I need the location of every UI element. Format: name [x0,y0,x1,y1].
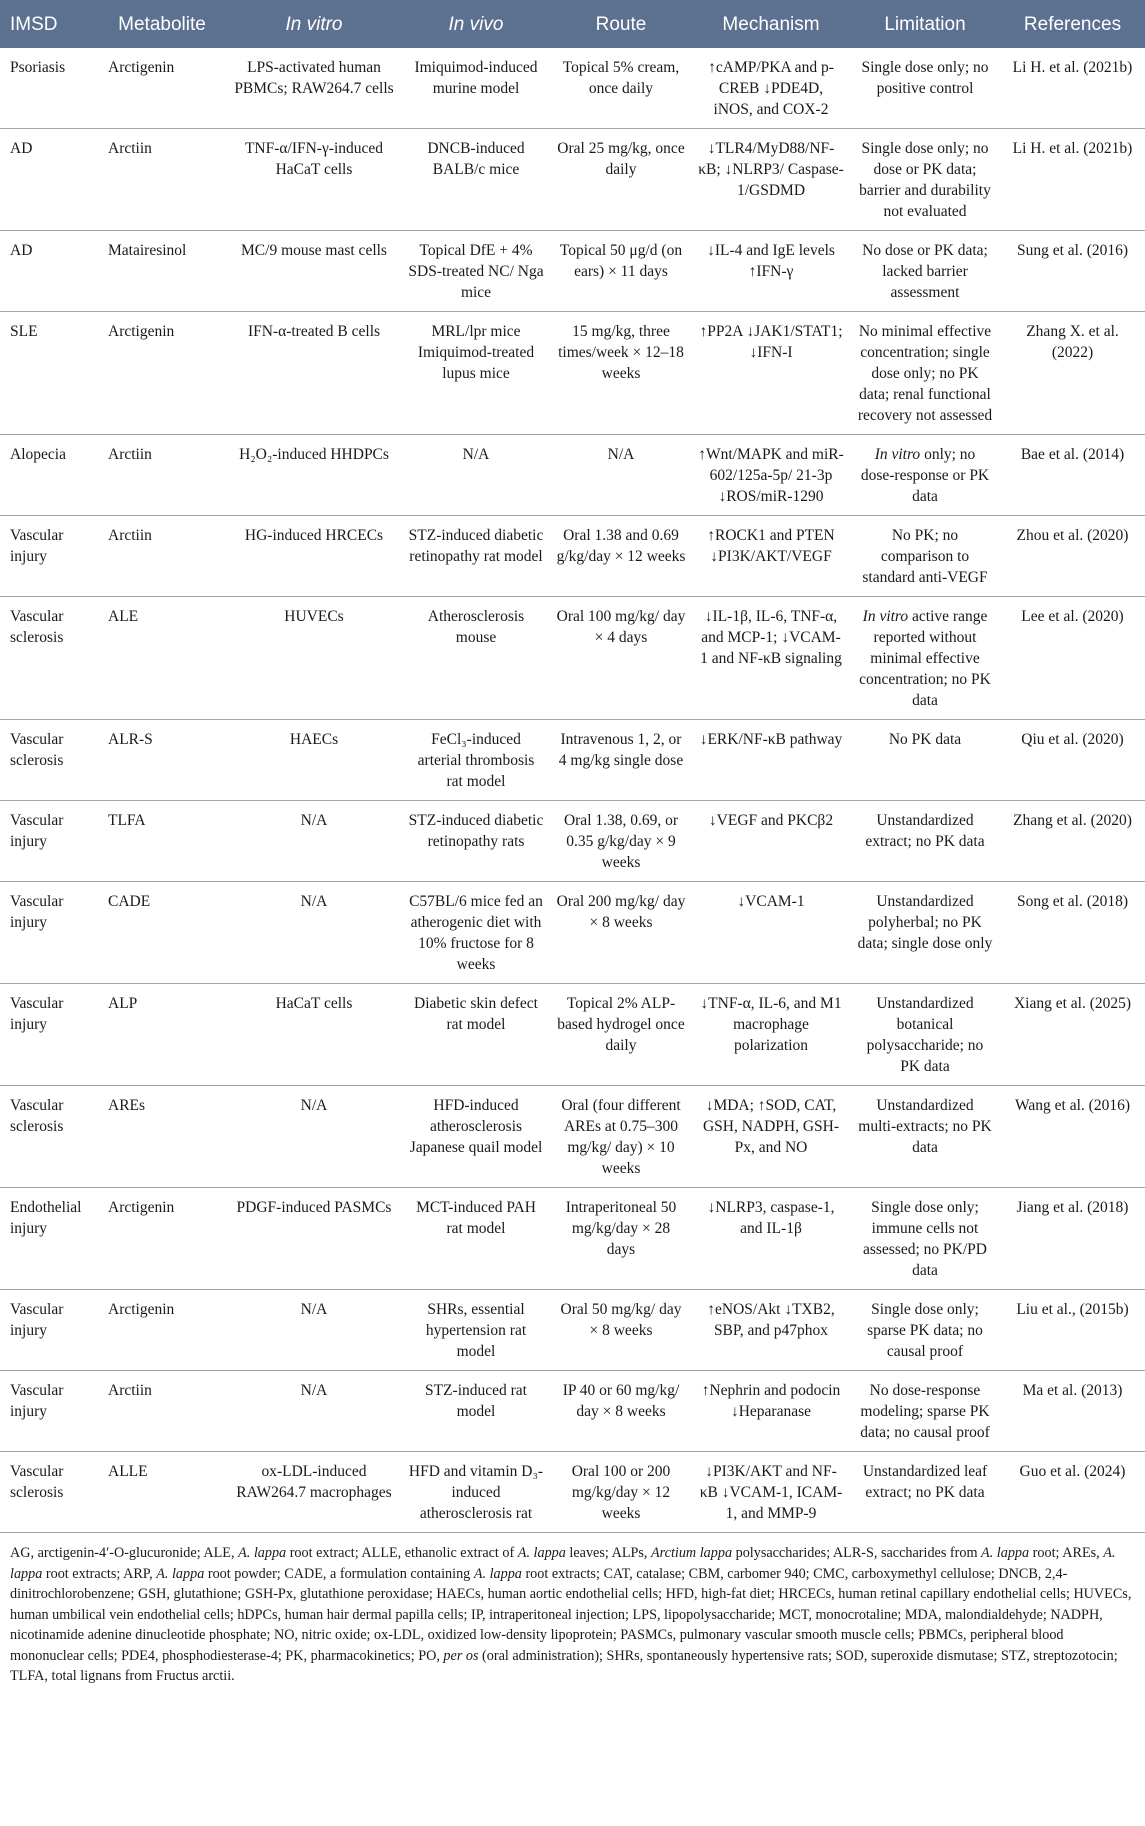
cell-limitation: No minimal effective concentration; single dose only; no PK data; renal functional recovery not assessed [857,323,993,424]
cell-metabolite: ALR-S [108,731,153,748]
cell-route: Oral 50 mg/kg/ day × 8 weeks [560,1301,682,1339]
cell-imsd: Vascular sclerosis [10,731,64,769]
cell-references[interactable]: Xiang et al. (2025) [1013,995,1132,1012]
cell-in-vivo: STZ-induced rat model [424,1382,527,1420]
cell-limitation: Single dose only; no dose or PK data; barrier and durability not evaluated [859,140,991,220]
cell-route: Oral 200 mg/kg/ day × 8 weeks [556,893,686,931]
cell-route: Topical 5% cream, once daily [562,59,680,97]
cell-mechanism: ↓TNF-α, IL-6, and M1 macrophage polarization [700,995,842,1054]
table-row [0,882,1145,984]
table-row [0,312,1145,435]
cell-metabolite: Arctiin [108,527,152,544]
cell-in-vivo: C57BL/6 mice fed an atherogenic diet with 10% fructose for 8 weeks [409,893,543,973]
cell-in-vitro: HAECs [289,731,339,748]
cell-limitation-italic: In vitro [862,608,909,625]
cell-route: Topical 50 μg/d (on ears) × 11 days [559,242,683,280]
cell-in-vivo: STZ-induced diabetic retinopathy rat model [408,527,544,565]
cell-references[interactable]: Bae et al. (2014) [1020,446,1125,463]
table-row [0,435,1145,516]
footnote-segment: AG, arctigenin-4′-O-glucuronide; ALE, [10,1545,239,1561]
footnote-segment: A. lappa [238,1545,287,1561]
cell-in-vitro: N/A [300,812,328,829]
table-row [0,231,1145,312]
cell-imsd: Vascular injury [10,1382,64,1420]
footnote-segment: (oral administration); SHRs, spontaneously hypertensive rats; SOD, superoxide dismutase; STZ, streptozotocin; TLFA, total lignans from Fructus arctii. [10,1647,1118,1684]
header-metabolite: Metabolite [98,0,226,48]
cell-mechanism: ↓ERK/NF-κB pathway [699,731,843,748]
cell-imsd: Vascular sclerosis [10,608,64,646]
cell-imsd: Vascular injury [10,1301,64,1339]
cell-mechanism: ↓TLR4/MyD88/NF-κB; ↓NLRP3/ Caspase-1/GSDMD [698,140,844,199]
cell-references[interactable]: Wang et al. (2016) [1015,1097,1130,1114]
cell-in-vivo: FeCl₃-induced arterial thrombosis rat model [417,731,535,790]
cell-route: Oral 100 mg/kg/ day × 4 days [556,608,686,646]
cell-imsd: Alopecia [10,446,66,463]
cell-metabolite: Arctigenin [108,323,175,340]
cell-in-vitro: N/A [300,1301,328,1318]
header-in-vitro: In vitro [226,0,402,48]
cell-limitation: Unstandardized botanical polysaccharide; no PK data [866,995,984,1075]
cell-limitation: Single dose only; no positive control [861,59,989,97]
footnote-segment: A. lappa [10,1545,1116,1582]
cell-metabolite: ALLE [108,1463,148,1480]
footnote-segment: root extracts; ARP, [42,1565,157,1582]
cell-metabolite: Matairesinol [108,242,187,259]
cell-references[interactable]: Ma et al. (2013) [1022,1382,1123,1399]
cell-in-vitro: IFN-α-treated B cells [247,323,381,340]
cell-in-vitro: N/A [300,1097,328,1114]
cell-limitation: No PK data [888,731,962,748]
header-references: References [1000,0,1145,48]
header-in-vivo: In vivo [402,0,550,48]
cell-references[interactable]: Li H. et al. (2021b) [1012,59,1133,76]
cell-references[interactable]: Li H. et al. (2021b) [1012,140,1133,157]
cell-references[interactable]: Lee et al. (2020) [1021,608,1124,625]
cell-in-vivo: Diabetic skin defect rat model [414,995,538,1033]
cell-metabolite: TLFA [108,812,146,829]
footnote-segment: A. lappa [156,1565,205,1582]
cell-references[interactable]: Jiang et al. (2018) [1016,1199,1129,1216]
cell-references[interactable]: Zhou et al. (2020) [1016,527,1129,544]
cell-in-vitro: HaCaT cells [275,995,353,1012]
cell-limitation-text: active range reported without minimal effective concentration; no PK data [859,608,991,709]
cell-route: 15 mg/kg, three times/week × 12–18 weeks [558,323,684,382]
cell-imsd: SLE [10,323,38,340]
header-row [0,0,1145,48]
table-row [0,129,1145,231]
cell-in-vitro: HUVECs [284,608,344,625]
header-mechanism: Mechanism [692,0,850,48]
cell-route: Topical 2% ALP-based hydrogel once daily [557,995,685,1054]
cell-in-vitro: TNF-α/IFN-γ-induced HaCaT cells [244,140,384,178]
cell-in-vitro: ox-LDL-induced RAW264.7 macrophages [236,1463,392,1501]
cell-imsd: Psoriasis [10,59,66,76]
table-row [0,1188,1145,1290]
footnote-segment: A. lappa [473,1565,522,1582]
cell-in-vivo: Atherosclerosis mouse [427,608,525,646]
table-row [0,597,1145,720]
footnote-segment: A. lappa [981,1545,1030,1561]
table-body [0,48,1145,1533]
cell-in-vitro: HG-induced HRCECs [244,527,384,544]
header-limitation: Limitation [850,0,1000,48]
cell-in-vivo: HFD-induced atherosclerosis Japanese quail model [409,1097,543,1156]
table-row [0,984,1145,1086]
cell-metabolite: Arctiin [108,1382,152,1399]
cell-route: N/A [607,446,635,463]
cell-limitation [850,597,1000,720]
cell-limitation: Single dose only; immune cells not assessed; no PK/PD data [862,1199,987,1279]
cell-in-vitro: N/A [300,893,328,910]
cell-imsd: Vascular injury [10,893,64,931]
cell-imsd: Vascular injury [10,527,64,565]
cell-in-vitro: MC/9 mouse mast cells [241,242,387,259]
cell-route: Oral 1.38, 0.69, or 0.35 g/kg/day × 9 weeks [563,812,679,871]
cell-imsd: Vascular injury [10,995,64,1033]
table-row [0,48,1145,129]
cell-mechanism: ↓MDA; ↑SOD, CAT, GSH, NADPH, GSH-Px, and NO [702,1097,840,1156]
cell-imsd: Vascular injury [10,812,64,850]
cell-route: Intraperitoneal 50 mg/kg/day × 28 days [565,1199,677,1258]
cell-in-vivo: STZ-induced diabetic retinopathy rats [408,812,544,850]
cell-in-vivo: MRL/lpr mice Imiquimod-treated lupus mice [417,323,535,382]
cell-route: Intravenous 1, 2, or 4 mg/kg single dose [558,731,684,769]
cell-limitation: Unstandardized extract; no PK data [865,812,985,850]
cell-metabolite: ALP [108,995,138,1012]
cell-references[interactable]: Liu et al., (2015b) [1016,1301,1129,1318]
table-footnote [0,1533,1145,1687]
cell-limitation: No dose-response modeling; sparse PK data; no causal proof [860,1382,990,1441]
cell-in-vivo: HFD and vitamin D₃-induced atherosclerosis rat [408,1463,544,1522]
cell-references[interactable]: Zhang et al. (2020) [1013,812,1132,829]
cell-imsd: AD [10,242,33,259]
cell-mechanism: ↓NLRP3, caspase-1, and IL-1β [707,1199,835,1237]
cell-in-vitro: LPS-activated human PBMCs; RAW264.7 cells [234,59,394,97]
table-row [0,1452,1145,1533]
footnote-segment: root; AREs, [1029,1545,1104,1561]
cell-limitation: Single dose only; sparse PK data; no causal proof [867,1301,983,1360]
footnote-segment: polysaccharides; ALR-S, saccharides from [732,1545,982,1561]
cell-limitation: No PK; no comparison to standard anti-VEGF [862,527,988,586]
cell-metabolite: Arctigenin [108,1199,175,1216]
cell-mechanism: ↑Nephrin and podocin ↓Heparanase [701,1382,841,1420]
cell-mechanism: ↑eNOS/Akt ↓TXB2, SBP, and p47phox [707,1301,835,1339]
cell-mechanism: ↑cAMP/PKA and p-CREB ↓PDE4D, iNOS, and COX-2 [708,59,834,118]
cell-metabolite: Arctiin [108,446,152,463]
cell-limitation: Unstandardized leaf extract; no PK data [862,1463,988,1501]
cell-imsd: Vascular sclerosis [10,1463,64,1501]
header-imsd: IMSD [0,0,98,48]
cell-mechanism: ↑Wnt/MAPK and miR-602/125a-5p/ 21-3p ↓ROS/miR-1290 [698,446,844,505]
cell-metabolite: ALE [108,608,139,625]
footnote-segment: root extracts; CAT, catalase; CBM, carbomer 940; CMC, carboxymethyl cellulose; DNCB, 2,4-dinitrochlorobenzene; GSH, glutathione; GSH-Px, glutathione peroxidase; HAECs, human aortic endothelial cells; HFD, high-fat diet; HRCECs, human retinal capillary endothelial cells; HUVECs, human umbilical vein endothelial cells; hDPCs, human hair dermal papilla cells; IP, intraperitoneal injection; LPS, lipopolysaccharide; MCT, monocrotaline; MDA, malondialdehyde; NADPH, nicotinamide adenine dinucleotide phosphate; NO, nitric oxide; ox-LDL, oxidized low-density lipoprotein; PASMCs, pulmonary vascular smooth muscle cells; PBMCs, peripheral blood mononuclear cells; PDE4, phosphodiesterase-4; PK, pharmacokinetics; PO, [10,1565,1132,1664]
table-row [0,720,1145,801]
header-route: Route [550,0,692,48]
cell-references[interactable]: Guo et al. (2024) [1019,1463,1126,1480]
cell-limitation-text: only; no dose-response or PK data [860,446,990,505]
cell-limitation: Unstandardized polyherbal; no PK data; single dose only [857,893,993,952]
footnote-segment: leaves; ALPs, [565,1545,651,1561]
cell-mechanism: ↓VCAM-1 [737,893,805,910]
cell-metabolite: Arctiin [108,140,152,157]
cell-in-vitro: N/A [300,1382,328,1399]
footnote-segment: per os [443,1647,479,1664]
cell-mechanism: ↓PI3K/AKT and NF-κB ↓VCAM-1, ICAM-1, and MMP-9 [699,1463,843,1522]
cell-references[interactable]: Sung et al. (2016) [1016,242,1129,259]
footnote-segment: root powder; CADE, a formulation containing [204,1565,474,1582]
table-row [0,1086,1145,1188]
table-row [0,516,1145,597]
cell-references[interactable]: Zhang X. et al. (2022) [1026,323,1119,361]
cell-metabolite: AREs [108,1097,146,1114]
table-row [0,801,1145,882]
cell-route: Oral 100 or 200 mg/kg/day × 12 weeks [571,1463,671,1522]
cell-metabolite: Arctigenin [108,1301,175,1318]
cell-mechanism: ↑ROCK1 and PTEN ↓PI3K/AKT/VEGF [707,527,835,565]
table-row [0,1290,1145,1371]
cell-references[interactable]: Qiu et al. (2020) [1021,731,1124,748]
table-row [0,1371,1145,1452]
cell-imsd: Endothelial injury [10,1199,82,1237]
cell-in-vivo: SHRs, essential hypertension rat model [425,1301,527,1360]
cell-in-vivo: DNCB-induced BALB/c mice [427,140,525,178]
cell-mechanism: ↓IL-4 and IgE levels ↑IFN-γ [707,242,835,280]
cell-in-vivo: Imiquimod-induced murine model [414,59,538,97]
cell-in-vitro: PDGF-induced PASMCs [236,1199,392,1216]
cell-in-vivo: N/A [462,446,490,463]
cell-imsd: AD [10,140,33,157]
footnote-segment: root extract; ALLE, ethanolic extract of [286,1545,518,1561]
cell-limitation: No dose or PK data; lacked barrier assessment [862,242,988,301]
cell-route: Oral 25 mg/kg, once daily [557,140,685,178]
cell-metabolite: Arctigenin [108,59,175,76]
cell-route: Oral (four different AREs at 0.75–300 mg/kg/ day) × 10 weeks [561,1097,681,1177]
cell-limitation: Unstandardized multi-extracts; no PK data [858,1097,992,1156]
cell-references[interactable]: Song et al. (2018) [1016,893,1129,910]
footnote-segment: Arctium lappa [651,1545,733,1561]
cell-in-vivo: Topical DfE + 4% SDS-treated NC/ Nga mice [408,242,544,301]
cell-route: Oral 1.38 and 0.69 g/kg/day × 12 weeks [556,527,686,565]
cell-in-vitro: H₂O₂-induced HHDPCs [239,446,389,463]
footnote-segment: A. lappa [517,1545,566,1561]
cell-mechanism: ↓VEGF and PKCβ2 [708,812,834,829]
cell-limitation [850,435,1000,516]
cell-mechanism: ↓IL-1β, IL-6, TNF-α, and MCP-1; ↓VCAM-1 and NF-κB signaling [700,608,842,667]
cell-imsd: Vascular sclerosis [10,1097,64,1135]
cell-in-vivo: MCT-induced PAH rat model [416,1199,536,1237]
cell-limitation-italic: In vitro [874,446,921,463]
cell-route: IP 40 or 60 mg/kg/ day × 8 weeks [562,1382,680,1420]
cell-metabolite: CADE [108,893,151,910]
cell-mechanism: ↑PP2A ↓JAK1/STAT1; ↓IFN-I [699,323,843,361]
